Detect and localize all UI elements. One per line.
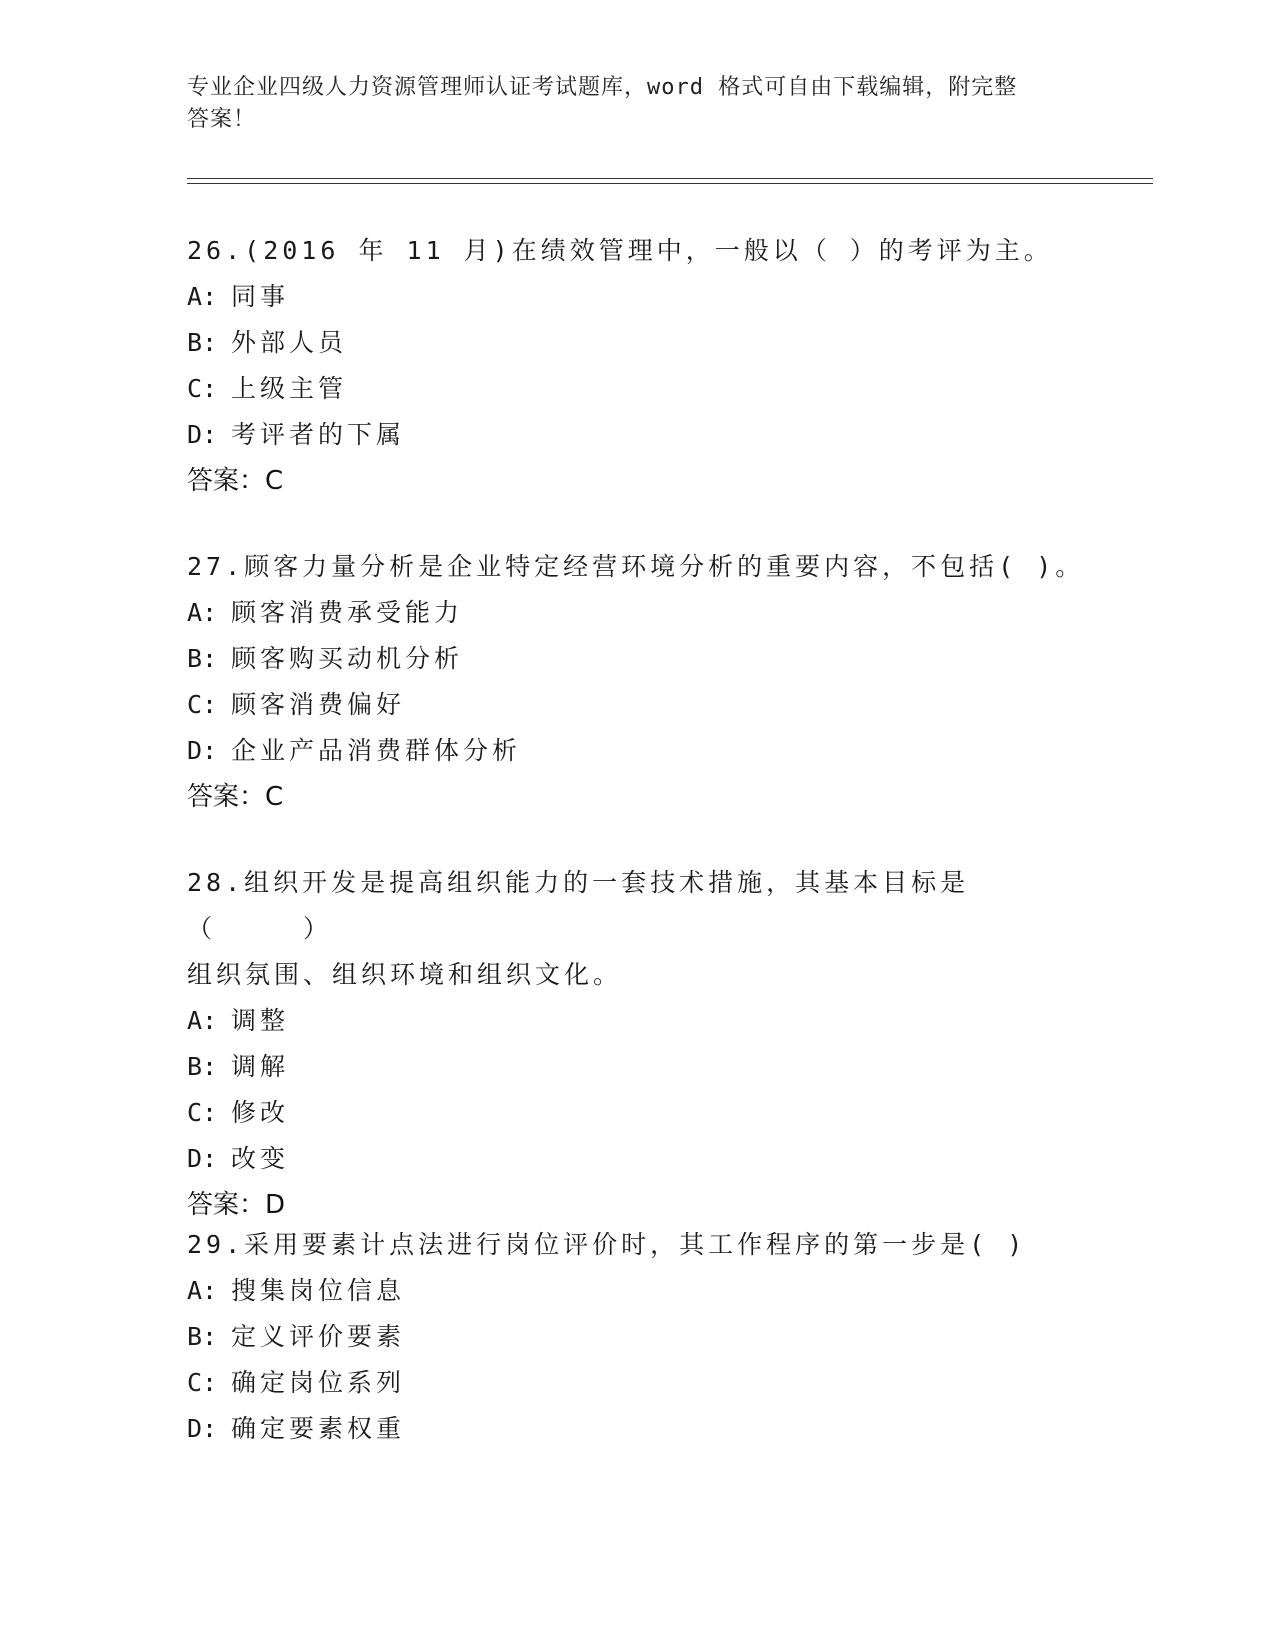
option-letter: B: (187, 1322, 218, 1351)
question-stem-line-2: 组织氛围、组织环境和组织文化。 (187, 960, 623, 989)
option-letter: D: (187, 420, 218, 449)
header-divider-top (187, 178, 1153, 179)
option-a (187, 998, 1087, 1044)
option-text: 考评者的下属 (231, 420, 406, 449)
option-text: 改变 (231, 1144, 290, 1173)
option-letter: A: (187, 1276, 218, 1305)
answer-line: 答案：C (187, 782, 284, 812)
header-divider-bottom (187, 183, 1153, 184)
option-letter: C: (187, 1368, 218, 1397)
option-text: 搜集岗位信息 (231, 1276, 406, 1305)
option-a (187, 1268, 1087, 1314)
option-d (187, 728, 1087, 774)
question-stem: 29.采用要素计点法进行岗位评价时，其工作程序的第一步是( ) (187, 1230, 1027, 1259)
option-text: 顾客购买动机分析 (231, 644, 464, 673)
option-letter: A: (187, 598, 218, 627)
option-letter: D: (187, 1414, 218, 1443)
option-a (187, 590, 1087, 636)
option-letter: C: (187, 374, 218, 403)
answer-line: 答案：D (187, 1190, 286, 1220)
option-a (187, 274, 1087, 320)
option-letter: B: (187, 1052, 218, 1081)
option-letter: A: (187, 1006, 218, 1035)
option-text: 确定要素权重 (231, 1414, 406, 1443)
option-b (187, 1314, 1087, 1360)
question-27 (187, 544, 1087, 820)
option-c (187, 682, 1087, 728)
option-b (187, 636, 1087, 682)
option-text: 同事 (231, 282, 290, 311)
option-text: 定义评价要素 (231, 1322, 406, 1351)
question-29 (187, 1222, 1087, 1452)
option-c (187, 366, 1087, 412)
option-text: 调解 (231, 1052, 290, 1081)
option-c (187, 1090, 1087, 1136)
option-letter: B: (187, 644, 218, 673)
option-text: 外部人员 (231, 328, 348, 357)
document-intro (187, 72, 1067, 136)
option-text: 上级主管 (231, 374, 348, 403)
option-b (187, 1044, 1087, 1090)
question-26 (187, 228, 1087, 504)
option-letter: D: (187, 736, 218, 765)
answer-line: 答案：C (187, 466, 284, 496)
question-stem-line-1: 28.组织开发是提高组织能力的一套技术措施，其基本目标是（ ） (187, 868, 970, 943)
option-text: 顾客消费承受能力 (231, 598, 464, 627)
option-c (187, 1360, 1087, 1406)
option-text: 确定岗位系列 (231, 1368, 406, 1397)
option-letter: D: (187, 1144, 218, 1173)
intro-line-1: 专业企业四级人力资源管理师认证考试题库，word 格式可自由下载编辑，附完整 (187, 75, 1018, 100)
question-28 (187, 860, 1087, 1228)
intro-line-2: 答案！ (187, 107, 257, 132)
option-text: 调整 (231, 1006, 290, 1035)
option-text: 企业产品消费群体分析 (231, 736, 522, 765)
question-stem: 27.顾客力量分析是企业特定经营环境分析的重要内容，不包括( )。 (187, 552, 1085, 581)
option-letter: C: (187, 690, 218, 719)
option-d (187, 1136, 1087, 1182)
question-stem: 26.(2016 年 11 月)在绩效管理中，一般以（ ）的考评为主。 (187, 236, 1053, 265)
option-d (187, 412, 1087, 458)
option-d (187, 1406, 1087, 1452)
option-letter: C: (187, 1098, 218, 1127)
option-b (187, 320, 1087, 366)
option-letter: A: (187, 282, 218, 311)
option-text: 顾客消费偏好 (231, 690, 406, 719)
option-letter: B: (187, 328, 218, 357)
option-text: 修改 (231, 1098, 290, 1127)
